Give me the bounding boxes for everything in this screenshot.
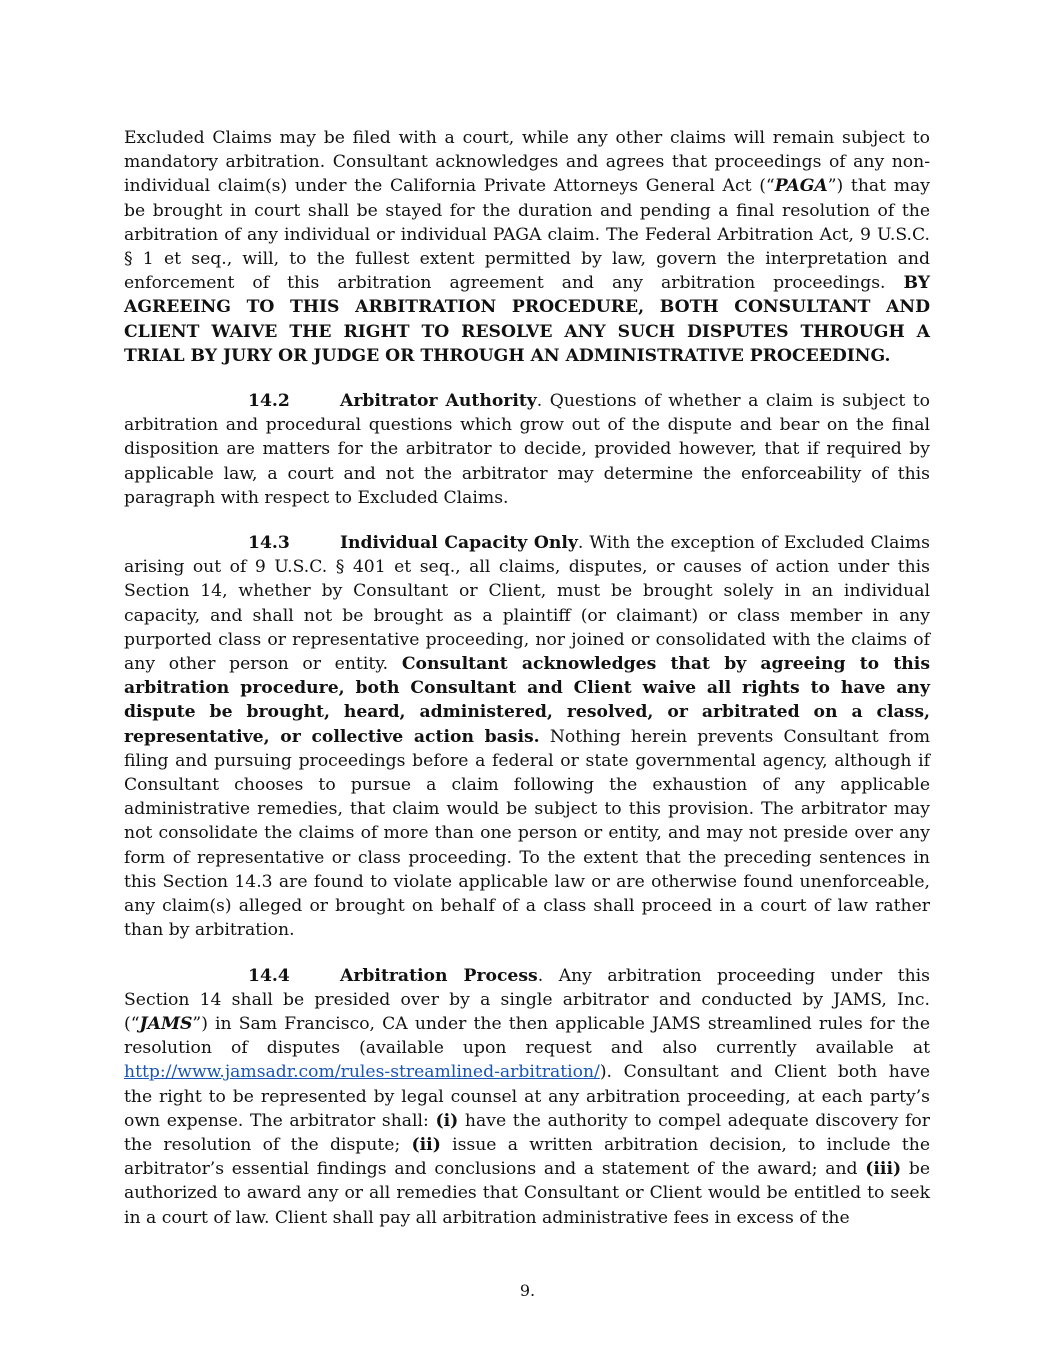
- jams-rules-link[interactable]: http://www.jamsadr.com/rules-streamlined-arbitration/: [124, 1062, 600, 1083]
- section-title: Arbitrator Authority: [340, 391, 537, 412]
- section-text: ). Consultant and Client both have the right to be represented by legal counsel at any arbitration proceeding, at each party’s own expense. The arbitrator shall:: [124, 1062, 930, 1131]
- jury-waiver-notice: BY AGREEING TO THIS ARBITRATION PROCEDURE, BOTH CONSULTANT AND CLIENT WAIVE THE RIGHT TO RESOLVE ANY SUCH DISPUTES THROUGH A TRIAL BY JURY OR JUDGE OR THROUGH AN ADMINISTRATIVE PROCEEDING.: [124, 273, 930, 366]
- section-text: . Any arbitration proceeding under this Section 14 shall be presided over by a single arbitrator and conducted by JAMS, Inc. (“: [124, 965, 930, 1034]
- section-text: . Questions of whether a claim is subject to arbitration and procedural questions which grow out of the dispute and bear on the final disposition are matters for the arbitrator to decide, provided however, that if required by applicable law, a court and not the arbitrator may determine the enforceability of this paragraph with respect to Excluded Claims.: [124, 391, 930, 508]
- section-text: ”) in Sam Francisco, CA under the then applicable JAMS streamlined rules for the resolution of disputes (available upon request and also currently available at: [124, 1013, 930, 1059]
- document-page: [124, 126, 930, 1251]
- class-action-waiver: Consultant acknowledges that by agreeing to this arbitration procedure, both Consultant and Client waive all rights to have any dispute be brought, heard, administered, resolved, or arbitrated on a class, representative, or collective action basis.: [124, 654, 930, 747]
- section-number: 14.3: [248, 533, 290, 554]
- text-run: ”) that may be brought in court shall be stayed for the duration and pending a final resolution of the arbitration of any individual or individual PAGA claim. The Federal Arbitration Act, 9 U.S.C. § 1 et seq., will, to the fullest extent permitted by law, govern the interpretation and enforcement of this arbitration agreement and any arbitration proceedings.: [124, 176, 930, 294]
- list-marker: (ii): [411, 1134, 441, 1155]
- section-text: have the authority to compel adequate discovery for the resolution of the dispute;: [124, 1110, 930, 1155]
- section-number: 14.4: [248, 965, 290, 986]
- section-text: be authorized to award any or all remedies that Consultant or Client would be entitled to seek in a court of law. Client shall pay all arbitration administrative fees in excess of the: [124, 1159, 931, 1228]
- section-number: 14.2: [248, 391, 290, 412]
- section-14-4: [124, 964, 930, 1230]
- defined-term-paga: PAGA: [774, 176, 828, 197]
- list-marker: (iii): [865, 1159, 902, 1180]
- defined-term-jams: JAMS: [139, 1013, 193, 1034]
- section-title: Individual Capacity Only: [340, 533, 578, 554]
- list-marker: (i): [435, 1110, 459, 1131]
- section-text: issue a written arbitration decision, to include the arbitrator’s essential findings and conclusions and a statement of the award; and: [124, 1134, 931, 1180]
- section-14-2: [124, 389, 930, 510]
- page-number: 9.: [519, 1281, 536, 1300]
- section-text: . With the exception of Excluded Claims arising out of 9 U.S.C. § 401 et seq., all claims, disputes, or causes of action under this Section 14, whether by Consultant or Client, must be brought solely in an individual capacity, and shall not be brought as a plaintiff (or claimant) or class member in any purported class or representative proceeding, nor joined or consolidated with the claims of any other person or entity.: [124, 533, 931, 675]
- text-run: Excluded Claims may be filed with a court, while any other claims will remain subject to mandatory arbitration. Consultant acknowledges and agrees that proceedings of any non-individual claim(s) under the California Private Attorneys General Act (“: [124, 128, 930, 197]
- paragraph-excluded-claims: [124, 126, 930, 368]
- section-title: Arbitration Process: [340, 965, 538, 986]
- section-text: Nothing herein prevents Consultant from filing and pursuing proceedings before a federal or state governmental agency, although if Consultant chooses to pursue a claim following the exhaustion of any applicable administrative remedies, that claim would be subject to this provision. The arbitrator may not consolidate the claims of more than one person or entity, and may not preside over any form of representative or class proceeding. To the extent that the preceding sentences in this Section 14.3 are found to violate applicable law or are otherwise found unenforceable, any claim(s) alleged or brought on behalf of a class shall proceed in a court of law rather than by arbitration.: [124, 726, 930, 941]
- section-14-3: [124, 531, 930, 942]
